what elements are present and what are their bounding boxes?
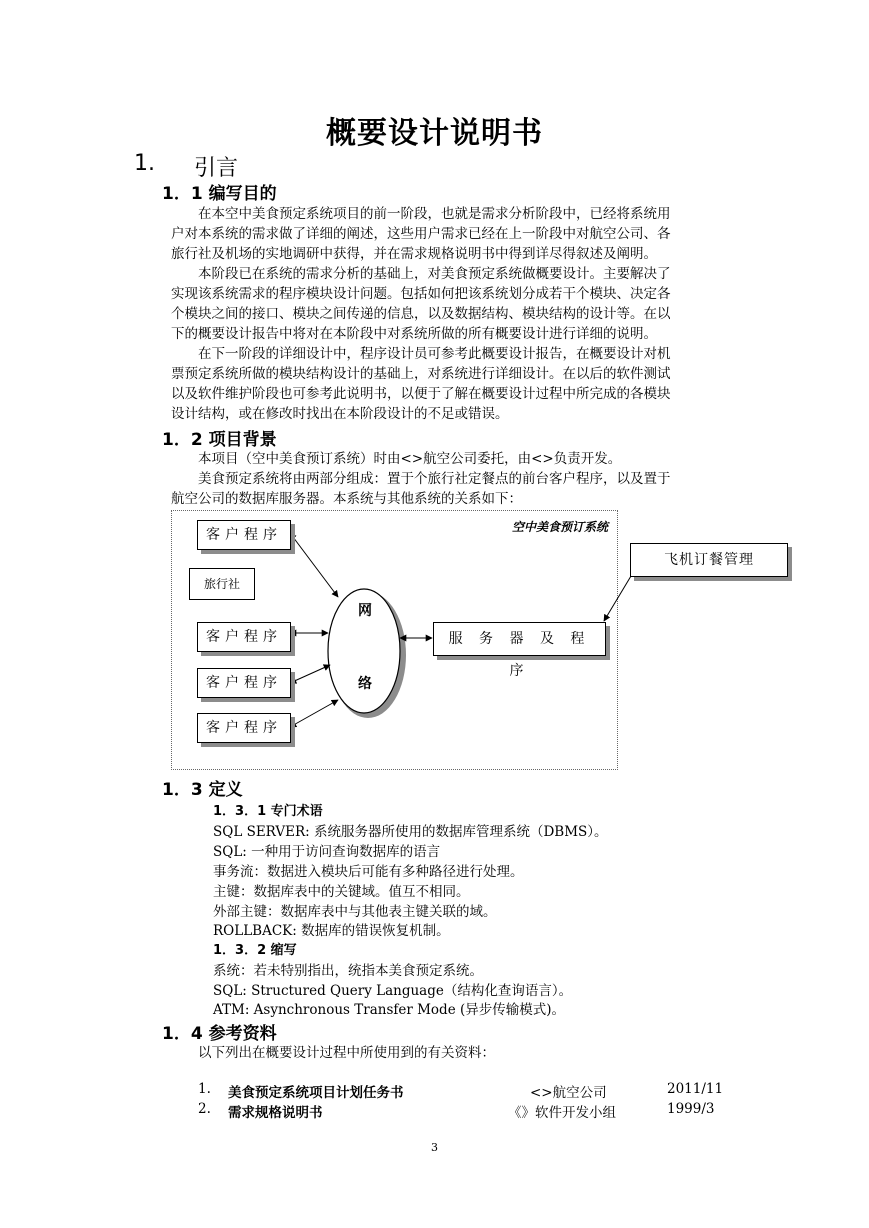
paragraph-line: 票预定系统所做的模块结构设计的基础上，对系统进行详细设计。在以后的软件测试 (171, 366, 671, 382)
ref-org: <>航空公司 (530, 1085, 607, 1101)
abbr-line: 系统：若未特别指出，统指本美食预定系统。 (213, 963, 483, 979)
heading-definitions: 1．3 定义 (162, 780, 243, 800)
ref-date: 1999/3 (667, 1101, 715, 1117)
section-title: 引言 (194, 156, 239, 181)
paragraph-line: 旅行社及机场的实地调研中获得，并在需求规格说明书中得到详尽得叙述及阐明。 (171, 246, 657, 262)
paragraph-line: 户对本系统的需求做了详细的阐述，这些用户需求已经在上一阶段中对航空公司、各 (171, 226, 671, 242)
paragraph-line: 个模块之间的接口、模块之间传递的信息，以及数据结构、模块结构的设计等。在以 (171, 306, 671, 322)
ref-number: 2. (198, 1101, 211, 1117)
paragraph-line: 设计结构，或在修改时找出在本阶段设计的不足或错误。 (171, 406, 509, 422)
travel-agency-box: 旅行社 (189, 568, 255, 600)
term-line: 事务流：数据进入模块后可能有多种路径进行处理。 (213, 864, 524, 880)
paragraph-line: 本项目（空中美食预订系统）时由<>航空公司委托，由<>负责开发。 (198, 451, 622, 467)
paragraph-line: 下的概要设计报告中将对在本阶段中对系统所做的所有概要设计进行详细的说明。 (171, 326, 657, 342)
ref-title: 美食预定系统项目计划任务书 (228, 1085, 404, 1101)
heading-purpose: 1．1 编写目的 (162, 184, 277, 204)
references-intro: 以下列出在概要设计过程中所使用到的有关资料： (198, 1045, 495, 1061)
term-line: ROLLBACK: 数据库的错误恢复机制。 (213, 923, 450, 939)
term-line: SQL: 一种用于访问查询数据库的语言 (213, 844, 441, 860)
network-label-1: 网 (358, 603, 372, 619)
paragraph-line: 以及软件维护阶段也可参考此说明书，以便于了解在概要设计过程中所完成的各模块 (171, 386, 671, 402)
client-program-box: 客户程序 (197, 520, 291, 550)
paragraph-line: 美食预定系统将由两部分组成：置于个旅行社定餐点的前台客户程序，以及置于 (198, 471, 671, 487)
paragraph-line: 在下一阶段的详细设计中，程序设计员可参考此概要设计报告，在概要设计对机 (198, 346, 671, 362)
paragraph-line: 实现该系统需求的程序模块设计问题。包括如何把该系统划分成若干个模块、决定各 (171, 286, 671, 302)
client-program-box: 客户程序 (197, 668, 291, 698)
paragraph-line: 航空公司的数据库服务器。本系统与其他系统的关系如下： (171, 491, 522, 507)
term-line: 外部主键：数据库表中与其他表主键关联的域。 (213, 904, 497, 920)
abbr-line: SQL: Structured Query Language（结构化查询语言）。 (213, 983, 573, 999)
page-number: 3 (431, 1141, 438, 1154)
system-label: 空中美食预订系统 (512, 520, 609, 534)
client-program-box: 客户程序 (197, 713, 291, 743)
section-number: 1. (134, 151, 155, 176)
paragraph-line: 本阶段已在系统的需求分析的基础上，对美食预定系统做概要设计。主要解决了 (198, 266, 671, 282)
term-line: 主键：数据库表中的关键域。值互不相同。 (213, 884, 470, 900)
paragraph-line: 在本空中美食预定系统项目的前一阶段，也就是需求分析阶段中，已经将系统用 (198, 206, 671, 222)
subheading-abbr: 1．3．2 缩写 (213, 943, 297, 958)
heading-references: 1．4 参考资料 (162, 1024, 277, 1044)
document-title: 概要设计说明书 (326, 116, 543, 151)
ref-number: 1. (198, 1081, 211, 1097)
ref-org: 《》软件开发小组 (508, 1105, 616, 1121)
subheading-terms: 1．3．1 专门术语 (213, 804, 323, 819)
server-box: 服 务 器 及 程 序 (433, 622, 606, 656)
external-system-box: 飞机订餐管理 (630, 543, 788, 577)
term-line: SQL SERVER: 系统服务器所使用的数据库管理系统（DBMS）。 (213, 824, 608, 840)
network-label-2: 络 (358, 676, 372, 692)
ref-title: 需求规格说明书 (228, 1105, 323, 1121)
abbr-line: ATM: Asynchronous Transfer Mode (异步传输模式)。 (213, 1002, 566, 1018)
client-program-box: 客户程序 (197, 622, 291, 652)
ref-date: 2011/11 (667, 1081, 724, 1097)
heading-background: 1．2 项目背景 (162, 430, 277, 450)
